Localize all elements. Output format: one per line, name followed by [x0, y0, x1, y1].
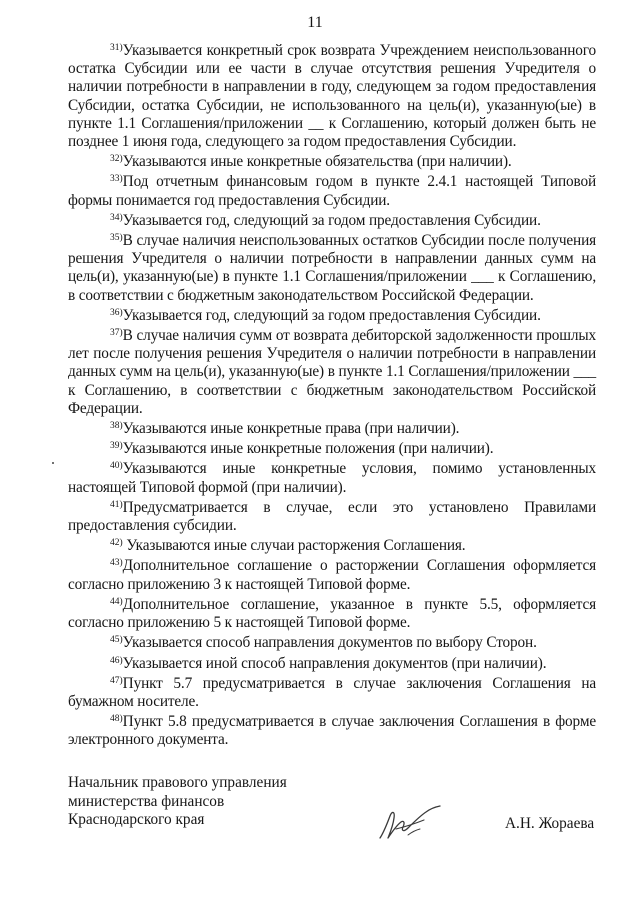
footnote-text: Пункт 5.7 предусматривается в случае заключения Соглашения на бумажном носителе.	[68, 674, 596, 710]
footnotes-list	[68, 42, 596, 752]
footnote-text: Под отчетным финансовым годом в пункте 2.4.1 настоящей Типовой формы понимается год предоставления Субсидии.	[68, 173, 596, 209]
footnote-35	[68, 232, 596, 305]
footnote-text: Указывается год, следующий за годом предоставления Субсидии.	[122, 306, 541, 324]
footnote-text: Указываются иные конкретные условия, помимо установленных настоящей Типовой формой (при наличии).	[68, 460, 596, 496]
footnote-ref: 41)	[110, 499, 123, 510]
footnote-ref: 48)	[110, 714, 123, 725]
footnote-text: Указывается способ направления документов по выбору Сторон.	[122, 634, 537, 652]
footnote-text: Указывается иной способ направления документов (при наличии).	[122, 654, 547, 672]
footnote-42	[68, 537, 596, 555]
footnote-ref: 34)	[110, 212, 123, 223]
footnote-text: Указываются иные случаи расторжения Соглашения.	[122, 537, 466, 555]
footnote-41	[68, 499, 596, 535]
footnote-ref: 32)	[110, 154, 123, 165]
footnote-text: В случае наличия сумм от возврата дебиторской задолженности прошлых лет после получения решения Учредителя о наличии потребности в направлении данных сумм на цель(и), указанную(ые) в пункте 1.1 Соглашения/приложении ___ к Соглашению, в соответствии с бюджетным законодательством Российской Федерации.	[68, 327, 596, 417]
footnote-44	[68, 596, 596, 632]
footnote-43	[68, 557, 596, 593]
footnote-32	[68, 153, 596, 171]
footnote-ref: 42)	[110, 538, 123, 549]
handwritten-signature-icon	[378, 802, 444, 842]
footnote-ref: 39)	[110, 441, 123, 452]
footnote-ref: 44)	[110, 596, 123, 607]
footnote-text: Дополнительное соглашение, указанное в пункте 5.5, оформляется согласно приложению 5 к настоящей Типовой форме.	[68, 595, 596, 632]
signatory-title-line: Начальник правового управления	[68, 774, 287, 791]
footnote-ref: 36)	[110, 307, 123, 318]
scan-speck	[52, 462, 54, 464]
footnote-47	[68, 675, 596, 711]
footnote-ref: 35)	[110, 233, 123, 244]
footnote-ref: 46)	[110, 655, 123, 666]
footnote-39	[68, 440, 596, 458]
signatory-title-line: Краснодарского края	[68, 811, 205, 828]
footnote-text: Предусматривается в случае, если это установлено Правилами предоставления субсидии.	[68, 498, 596, 535]
footnote-ref: 45)	[110, 635, 123, 646]
footnote-38	[68, 420, 596, 438]
footnote-36	[68, 307, 596, 325]
footnote-ref: 47)	[110, 675, 123, 686]
footnote-ref: 31)	[110, 43, 123, 53]
footnote-text: Указываются иные конкретные права (при наличии).	[122, 420, 460, 438]
footnote-34	[68, 212, 596, 230]
footnote-37	[68, 327, 596, 418]
footnote-ref: 40)	[110, 461, 123, 472]
footnote-text: Указываются иные конкретные положения (при наличии).	[122, 440, 494, 458]
footnote-text: Указывается конкретный срок возврата Учреждением неиспользованного остатка Субсидии или ее части в случае отсутствия решения Учредителя о наличии потребности в направлении в году, следующем за годом предоставления Субсидии, остатка Субсидии, не использованного на цель(и), указанную(ые) в пункте 1.1 Соглашения/приложении __ к Соглашению, который должен быть не позднее 1 июня года, следующего за годом предоставления Субсидии.	[68, 42, 596, 151]
footnote-text: Указываются иные конкретные обязательства (при наличии).	[122, 153, 512, 171]
footnote-text: В случае наличия неиспользованных остатков Субсидии после получения решения Учредителя о наличии потребности в направлении данных сумм на цель(и), указанную(ые) в пункте 1.1 Соглашения/приложении ___ к Соглашению, в соответствии с бюджетным законодательством Российской Федерации.	[68, 232, 596, 304]
footnote-48	[68, 713, 596, 749]
footnote-46	[68, 655, 596, 673]
footnote-text: Дополнительное соглашение о расторжении Соглашения оформляется согласно приложению 3 к настоящей Типовой форме.	[68, 557, 596, 593]
signer-name: А.Н. Жораева	[505, 815, 595, 832]
footnote-ref: 38)	[110, 421, 123, 432]
signatory-title	[68, 774, 287, 830]
footnote-33	[68, 173, 596, 209]
footnote-text: Указывается год, следующий за годом предоставления Субсидии.	[122, 211, 541, 229]
footnote-ref: 33)	[110, 174, 123, 185]
footnote-ref: 37)	[110, 328, 123, 339]
signatory-title-line: министерства финансов	[68, 792, 225, 810]
page-number: 11	[307, 14, 323, 31]
footnote-45	[68, 634, 596, 652]
footnote-text: Пункт 5.8 предусматривается в случае заключения Соглашения в форме электронного документа.	[68, 713, 596, 749]
footnote-31	[68, 42, 596, 151]
footnote-40	[68, 460, 596, 496]
footnote-ref: 43)	[110, 558, 123, 569]
